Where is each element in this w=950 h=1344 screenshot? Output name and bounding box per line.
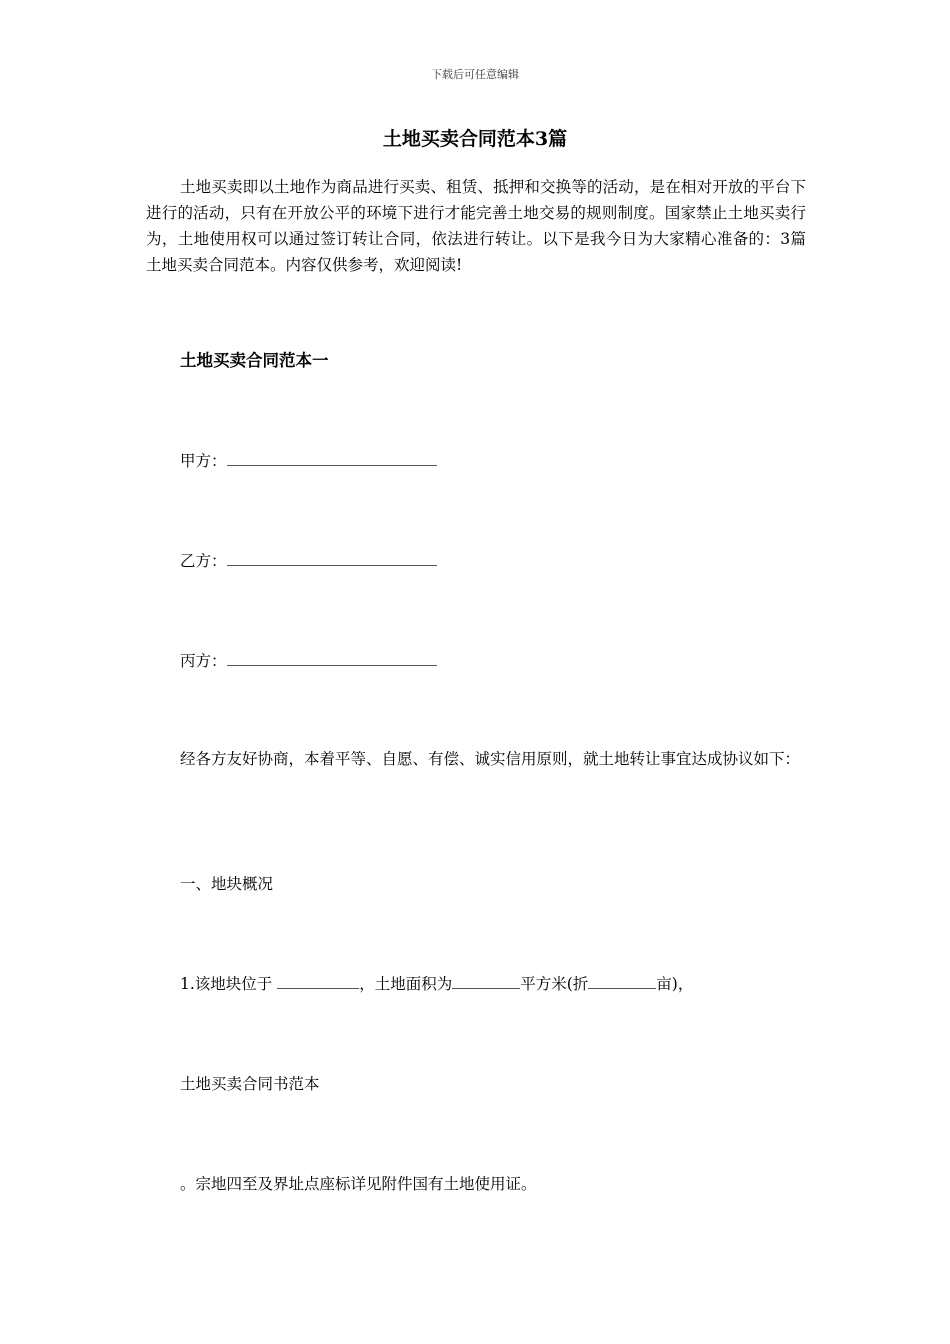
area-blank	[452, 974, 520, 989]
location-blank	[277, 974, 359, 989]
clause-text-unit: 平方米(折	[520, 975, 589, 993]
clause-text-area: ，土地面积为	[359, 975, 453, 993]
party-b-blank	[227, 551, 437, 566]
party-b-line	[180, 550, 437, 572]
party-a-blank	[227, 451, 437, 466]
subtitle-line: 土地买卖合同书范本	[180, 1075, 320, 1093]
mu-blank	[588, 974, 656, 989]
clause-text-location: 1.该地块位于	[180, 975, 278, 993]
agreement-paragraph: 经各方友好协商，本着平等、自愿、有偿、诚实信用原则，就土地转让事宜达成协议如下：	[180, 750, 801, 768]
header-note: 下载后可任意编辑	[431, 68, 519, 81]
document-title: 土地买卖合同范本3篇	[382, 128, 568, 150]
party-c-line	[180, 650, 437, 672]
party-c-blank	[227, 651, 437, 666]
intro-paragraph: 土地买卖即以土地作为商品进行买卖、租赁、抵押和交换等的活动，是在相对开放的平台下进行的活动，只有在开放公平的环境下进行才能完善土地交易的规则制度。国家禁止土地买卖行为，土地使用权可以通过签订转让合同，依法进行转让。以下是我今日为大家精心准备的：3篇土地买卖合同范本。内容仅供参考，欢迎阅读!	[146, 178, 806, 274]
party-c-label: 丙方：	[180, 652, 227, 670]
clause-1-item-1-continued: 。宗地四至及界址点座标详见附件国有土地使用证。	[180, 1175, 537, 1193]
clause-text-mu: 亩)，	[656, 975, 694, 993]
clause-1-item-1	[180, 973, 693, 995]
party-a-label: 甲方：	[180, 452, 227, 470]
clause-1-heading: 一、地块概况	[180, 875, 274, 893]
party-b-label: 乙方：	[180, 552, 227, 570]
party-a-line	[180, 450, 437, 472]
section-heading-1: 土地买卖合同范本一	[180, 351, 329, 370]
